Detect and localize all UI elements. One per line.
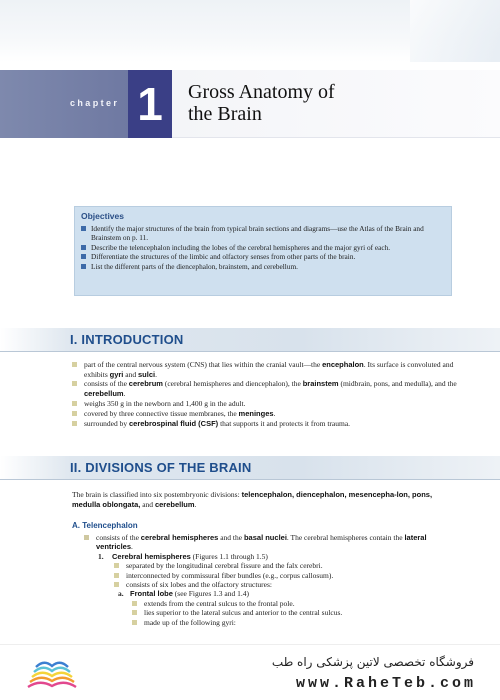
bullet-icon: [81, 226, 86, 231]
chapter-label: chapter: [70, 98, 120, 108]
footer-url: www.RaheTeb.com: [295, 675, 476, 692]
list-item: made up of the following gyri:: [84, 618, 464, 627]
list-item: lies superior to the lateral sulcus and anterior to the central sulcus.: [84, 608, 464, 617]
objectives-box: [74, 206, 452, 296]
list-item: extends from the central sulcus to the frontal pole.: [84, 599, 464, 608]
list-item: interconnected by commissural fiber bundles (e.g., corpus callosum).: [84, 571, 464, 580]
footer-persian-text: فروشگاه تخصصی لاتین پزشکی راه طب: [271, 655, 474, 669]
list-item: surrounded by cerebrospinal fluid (CSF) that supports it and protects it from trauma.: [72, 419, 462, 429]
footer-watermark: [0, 644, 500, 700]
bullet-icon: [114, 563, 119, 568]
list-item: consists of the cerebral hemispheres and the basal nuclei. The cerebral hemispheres contain the lateral ventricles.: [84, 533, 464, 552]
section-rule: [0, 479, 500, 480]
section-title: I. INTRODUCTION: [70, 332, 184, 347]
bullet-icon: [81, 264, 86, 269]
bullet-icon: [72, 421, 77, 426]
lettered-heading: a. Frontal lobe (see Figures 1.3 and 1.4): [118, 589, 249, 599]
chapter-banner: [0, 70, 500, 138]
objective-text: Identify the major structures of the brain from typical brain sections and diagrams—use the Atlas of the Brain and Brainstem on p. 11.: [91, 224, 424, 242]
list-item: consists of the cerebrum (cerebral hemispheres and diencephalon), the brainstem (midbrain, pons, and medulla), and the cerebellum.: [72, 379, 462, 398]
bullet-icon: [114, 582, 119, 587]
list-item: consists of six lobes and the olfactory structures:: [84, 580, 464, 589]
bullet-icon: [72, 362, 77, 367]
objective-text: Describe the telencephalon including the lobes of the cerebral hemispheres and the major gyri of each.: [91, 242, 391, 252]
section-heading-divisions: [0, 456, 500, 480]
bullet-icon: [132, 610, 137, 615]
bullet-icon: [72, 381, 77, 386]
chapter-title-line-2: the Brain: [188, 103, 262, 125]
bullet-icon: [81, 245, 86, 250]
list-item: covered by three connective tissue membranes, the meninges.: [72, 409, 462, 419]
bullet-icon: [132, 620, 137, 625]
objective-item: [81, 243, 445, 252]
section-rule: [0, 351, 500, 352]
chapter-number: 1: [137, 78, 163, 130]
objective-item: [81, 252, 445, 261]
bullet-icon: [132, 601, 137, 606]
bullet-icon: [81, 254, 86, 259]
chapter-label-box: [0, 70, 128, 138]
bullet-icon: [114, 573, 119, 578]
numbered-heading: 1. Cerebral hemispheres (Figures 1.1 through 1.5): [98, 551, 268, 561]
objectives-heading: Objectives: [81, 211, 124, 221]
chapter-title-line-1: Gross Anatomy of: [188, 81, 335, 103]
subsection-heading-telencephalon: A. Telencephalon: [72, 521, 138, 530]
telencephalon-content: [84, 533, 464, 627]
list-item: part of the central nervous system (CNS) that lies within the cranial vault—the encephalon. Its surface is convoluted and exhibits gyri and sulci.: [72, 360, 462, 379]
chapter-title-box: [172, 70, 500, 138]
header-decoration: [410, 0, 500, 62]
introduction-list: [72, 360, 462, 429]
section-title: II. DIVISIONS OF THE BRAIN: [70, 460, 252, 475]
list-item: separated by the longitudinal cerebral fissure and the falx cerebri.: [84, 561, 464, 570]
objective-text: List the different parts of the diencephalon, brainstem, and cerebellum.: [91, 261, 298, 271]
chapter-number-box: [128, 70, 172, 138]
chapter-title: [188, 81, 335, 125]
divisions-paragraph: The brain is classified into six postembryonic divisions: telencephalon, diencephalon, mesencepha-lon, pons, medulla oblongata, and cerebellum.: [72, 490, 433, 509]
bullet-icon: [72, 411, 77, 416]
objective-item: [81, 262, 445, 271]
section-heading-introduction: [0, 328, 500, 352]
bullet-icon: [84, 535, 89, 540]
objective-item: [81, 224, 445, 242]
bullet-icon: [72, 401, 77, 406]
objective-text: Differentiate the structures of the limbic and olfactory senses from other parts of the brain.: [91, 252, 356, 261]
list-item: weighs 350 g in the newborn and 1,400 g in the adult.: [72, 399, 462, 409]
book-logo-icon: [22, 653, 82, 693]
